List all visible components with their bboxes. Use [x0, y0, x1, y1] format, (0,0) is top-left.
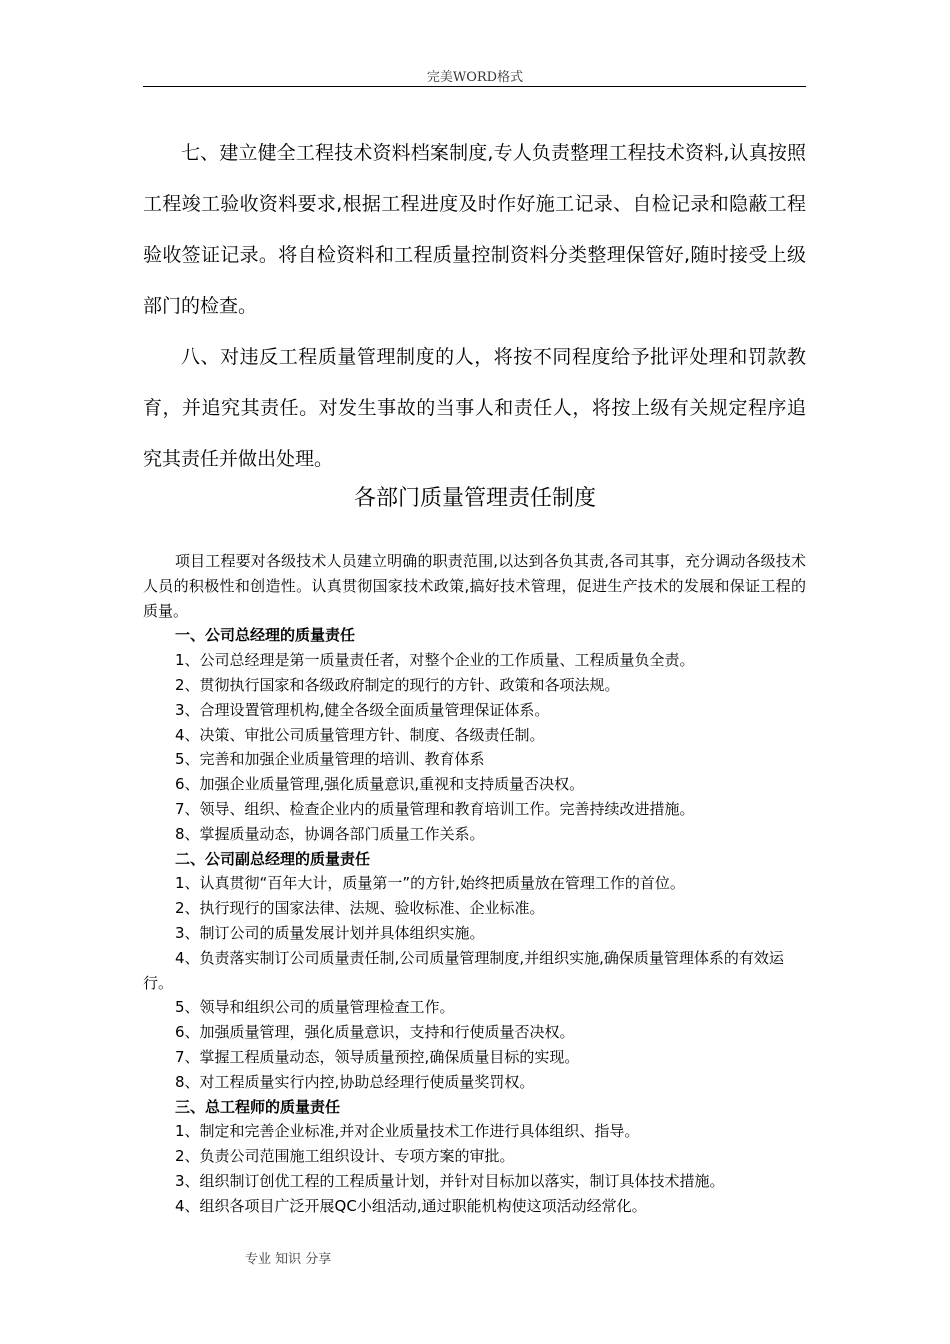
list-item: 1、制定和完善企业标准,并对企业质量技术工作进行具体组织、指导。 [175, 1122, 640, 1141]
section-title: 各部门质量管理责任制度 [353, 486, 596, 511]
list-item: 4、负责落实制订公司质量责任制,公司质量管理制度,并组织实施,确保质量管理体系的有效运行。 [143, 948, 784, 992]
list-item: 4、组织各项目广泛开展QC小组活动,通过职能机构使这项活动经常化。 [175, 1196, 647, 1215]
list-item: 2、负责公司范围施工组织设计、专项方案的审批。 [175, 1147, 515, 1166]
list-item: 4、决策、审批公司质量管理方针、制度、各级责任制。 [175, 725, 545, 744]
intro-paragraph: 项目工程要对各级技术人员建立明确的职责范围,以达到各负其责,各司其事，充分调动各级技术人员的积极性和创造性。认真贯彻国家技术政策,搞好技术管理，促进生产技术的发展和保证工程的质量。 [143, 552, 806, 620]
list-item: 2、贯彻执行国家和各级政府制定的现行的方针、政策和各项法规。 [175, 675, 620, 694]
section-heading-vice-ceo: 二、公司副总经理的质量责任 [175, 849, 371, 868]
list-item: 8、对工程质量实行内控,协助总经理行使质量奖罚权。 [175, 1072, 535, 1091]
list-item: 8、掌握质量动态，协调各部门质量工作关系。 [175, 824, 485, 843]
paragraph-eight: 八、对违反工程质量管理制度的人，将按不同程度给予批评处理和罚款教育，并追究其责任。对发生事故的当事人和责任人，将按上级有关规定程序追究其责任并做出处理。 [143, 346, 806, 470]
list-item: 3、制订公司的质量发展计划并具体组织实施。 [175, 923, 485, 942]
list-item: 7、领导、组织、检查企业内的质量管理和教育培训工作。完善持续改进措施。 [175, 799, 695, 818]
list-item: 6、加强质量管理，强化质量意识，支持和行使质量否决权。 [175, 1023, 575, 1042]
page-footer: 专业 知识 分享 [245, 1252, 332, 1267]
list-item: 1、公司总经理是第一质量责任者，对整个企业的工作质量、工程质量负全责。 [175, 651, 695, 670]
list-item: 5、领导和组织公司的质量管理检查工作。 [175, 998, 455, 1017]
list-item: 3、组织制订创优工程的工程质量计划，并针对目标加以落实，制订具体技术措施。 [175, 1171, 725, 1190]
list-item: 5、完善和加强企业质量管理的培训、教育体系 [175, 750, 485, 769]
top-paragraphs [143, 128, 806, 485]
page-header: 完美WORD格式 [426, 70, 524, 85]
list-item: 3、合理设置管理机构,健全各级全面质量管理保证体系。 [175, 700, 550, 719]
list-item: 6、加强企业质量管理,强化质量意识,重视和支持质量否决权。 [175, 775, 585, 794]
list-item: 1、认真贯彻“百年大计，质量第一”的方针,始终把质量放在管理工作的首位。 [175, 874, 685, 893]
section-heading-chief-engineer: 三、总工程师的质量责任 [175, 1097, 341, 1116]
header-rule [143, 86, 806, 87]
responsibility-body [143, 549, 806, 1219]
section-heading-ceo: 一、公司总经理的质量责任 [175, 626, 356, 645]
list-item: 2、执行现行的国家法律、法规、验收标准、企业标准。 [175, 899, 545, 918]
list-item: 7、掌握工程质量动态，领导质量预控,确保质量目标的实现。 [175, 1047, 580, 1066]
paragraph-seven: 七、建立健全工程技术资料档案制度,专人负责整理工程技术资料,认真按照工程竣工验收资料要求,根据工程进度及时作好施工记录、自检记录和隐蔽工程验收签证记录。将自检资料和工程质量控制资料分类整理保管好,随时接受上级部门的检查。 [143, 142, 806, 317]
